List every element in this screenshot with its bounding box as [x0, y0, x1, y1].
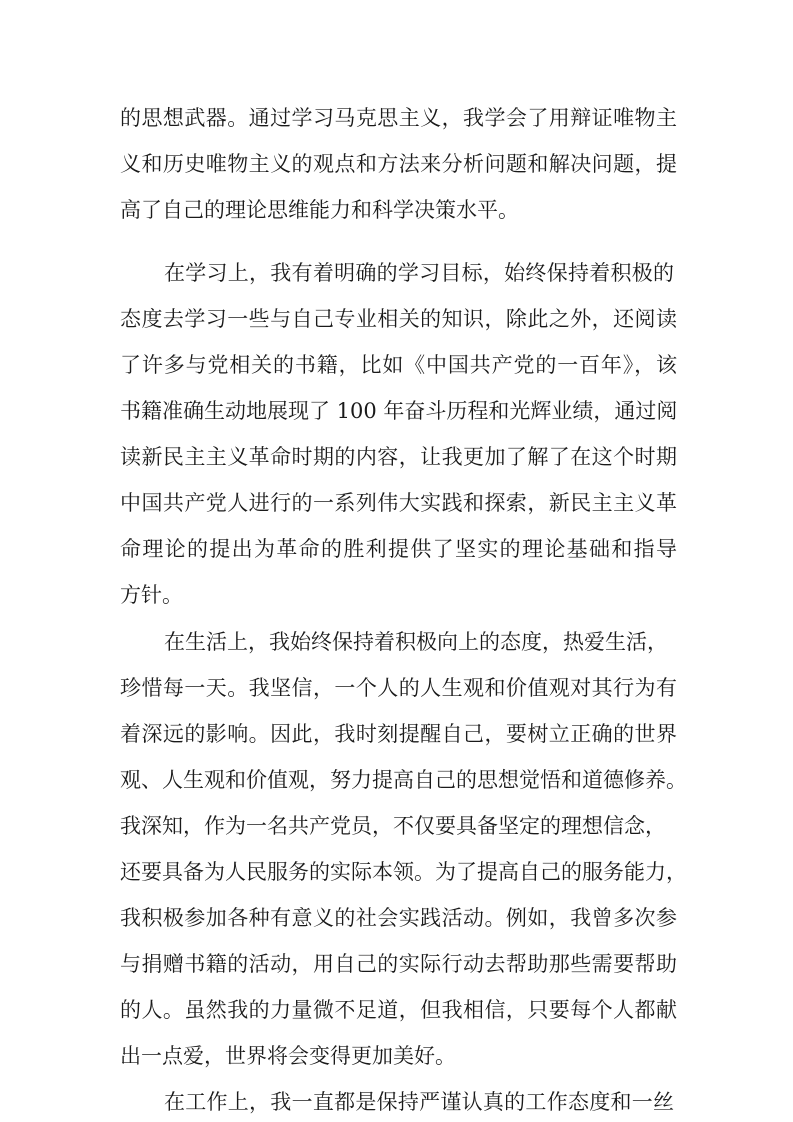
paragraph-2-line-6: 中国共产党人进行的一系列伟大实践和探索，新民主主义革: [120, 491, 677, 515]
paragraph-3-line-1: 在生活上，我始终保持着积极向上的态度，热爱生活，: [164, 630, 668, 654]
paragraph-2-line-4: 书籍准确生动地展现了 100 年奋斗历程和光辉业绩，通过阅: [120, 399, 678, 423]
paragraph-3-line-8: 与捐赠书籍的活动，用自己的实际行动去帮助那些需要帮助: [120, 952, 677, 976]
paragraph-3-line-3: 着深远的影响。因此，我时刻提醒自己，要树立正确的世界: [120, 722, 677, 746]
paragraph-3-line-7: 我积极参加各种有意义的社会实践活动。例如，我曾多次参: [120, 906, 677, 930]
paragraph-2-line-8: 方针。: [120, 583, 183, 607]
paragraph-1-line-3: 高了自己的理论思维能力和科学决策水平。: [120, 198, 519, 222]
paragraph-3-line-6: 还要具备为人民服务的实际本领。为了提高自己的服务能力，: [120, 860, 687, 884]
paragraph-2-line-3: 了许多与党相关的书籍，比如《中国共产党的一百年》，该: [120, 353, 677, 377]
paragraph-3-line-10: 出一点爱，世界将会变得更加美好。: [120, 1044, 456, 1068]
paragraph-3-line-2: 珍惜每一天。我坚信，一个人的人生观和价值观对其行为有: [120, 676, 677, 700]
paragraph-3-line-4: 观、人生观和价值观，努力提高自己的思想觉悟和道德修养。: [120, 768, 687, 792]
paragraph-3-line-5: 我深知，作为一名共产党员，不仅要具备坚定的理想信念，: [120, 814, 666, 838]
paragraph-3-line-9: 的人。虽然我的力量微不足道，但我相信，只要每个人都献: [120, 998, 677, 1022]
paragraph-2-line-1: 在学习上，我有着明确的学习目标，始终保持着积极的: [164, 261, 674, 285]
paragraph-2-line-2: 态度去学习一些与自己专业相关的知识，除此之外，还阅读: [120, 307, 677, 331]
paragraph-2-line-7: 命理论的提出为革命的胜利提供了坚实的理论基础和指导: [120, 537, 677, 561]
paragraph-4-line-1: 在工作上，我一直都是保持严谨认真的工作态度和一丝: [164, 1090, 674, 1114]
paragraph-1-line-1: 的思想武器。通过学习马克思主义，我学会了用辩证唯物主: [120, 106, 677, 130]
paragraph-2-line-5: 读新民主主义革命时期的内容，让我更加了解了在这个时期: [120, 445, 677, 469]
paragraph-1-line-2: 义和历史唯物主义的观点和方法来分析问题和解决问题，提: [120, 152, 677, 176]
